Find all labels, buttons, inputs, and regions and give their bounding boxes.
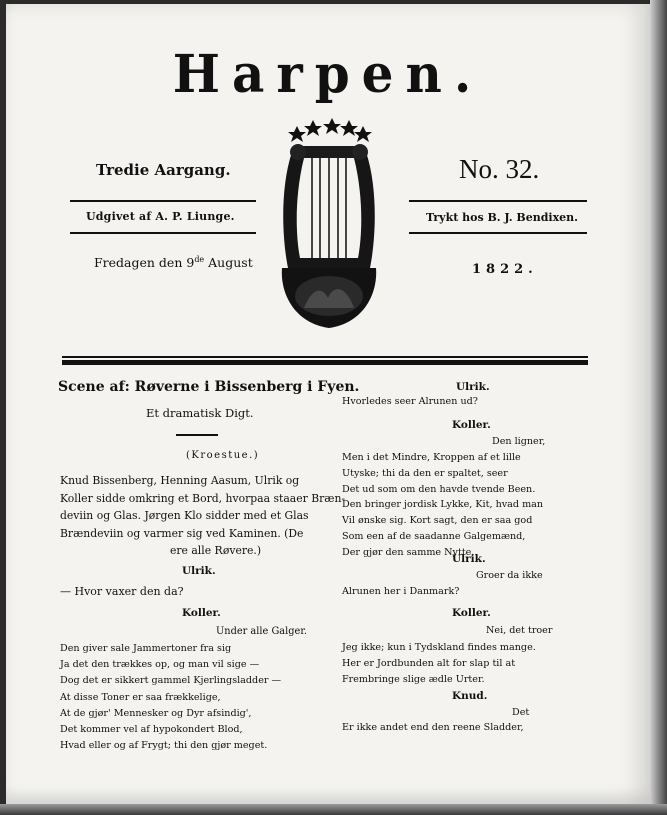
verse-line: At de gjør' Mennesker og Dyr afsindig', <box>60 707 252 719</box>
verse-line: At disse Toner er saa frækkelige, <box>60 691 221 703</box>
speaker-name: Koller. <box>452 419 491 431</box>
speech-line: Alrunen her i Danmark? <box>342 586 460 597</box>
printer-line: Trykt hos B. J. Bendixen. <box>426 211 578 224</box>
stage-aside: Under alle Galger. <box>216 626 308 637</box>
masthead-rule <box>62 356 588 358</box>
divider <box>409 232 587 234</box>
speaker-name: Ulrik. <box>456 381 490 393</box>
page-edge-shadow <box>0 804 667 815</box>
verse-line: Frembringe slige ædle Urter. <box>342 673 485 685</box>
divider <box>70 200 256 202</box>
verse-line: Den bringer jordisk Lykke, Kit, hvad man <box>342 499 544 511</box>
newspaper-page <box>6 4 650 804</box>
speech-line: Det <box>512 707 530 718</box>
verse-line: Hvad eller og af Frygt; thi den gjør meget. <box>60 740 268 752</box>
speaker-name: Ulrik. <box>452 553 486 565</box>
speech-line: Hvorledes seer Alrunen ud? <box>342 396 478 407</box>
verse-line: Utyske; thi da den er spaltet, seer <box>342 467 508 479</box>
scene-subtitle: Et dramatisk Digt. <box>146 406 254 420</box>
verse-line: Men i det Mindre, Kroppen af et lille <box>342 452 521 463</box>
verse-line: Det ud som om den havde tvende Been. <box>342 483 536 495</box>
scene-heading: Scene af: Røverne i Bissenberg i Fyen. <box>58 379 360 395</box>
stage-direction <box>60 472 345 560</box>
speech-line: Er ikke andet end den reene Sladder, <box>342 722 524 733</box>
publisher-line: Udgivet af A. P. Liunge. <box>86 210 235 223</box>
verse-line: Her er Jordbunden alt for slap til at <box>342 657 516 669</box>
speaker-name: Koller. <box>182 607 221 619</box>
stage-line: deviin og Glas. Jørgen Klo sidder med et Glas <box>60 509 309 522</box>
speech-line: Den ligner, <box>492 436 546 447</box>
speaker-name: Koller. <box>452 607 491 619</box>
verse-line: Vil ønske sig. Kort sagt, den er saa god <box>342 515 533 527</box>
verse-block <box>342 640 536 687</box>
divider <box>70 232 256 234</box>
divider <box>176 434 218 436</box>
speaker-name: Knud. <box>452 690 488 702</box>
verse-line: Der gjør den samme Nytte. <box>342 546 475 558</box>
verse-line: Som een af de saadanne Galgemænd, <box>342 530 526 542</box>
scene-place: (Kroestue.) <box>186 450 260 461</box>
stage-line: Koller sidde omkring et Bord, hvorpaa staaer Bræn- <box>60 491 346 505</box>
page-edge-shadow <box>650 0 667 815</box>
verse-line: Dog det er sikkert gammel Kjerlingsladder — <box>60 675 282 687</box>
speech-line: Groer da ikke <box>476 570 543 581</box>
speech-line: — Hvor vaxer den da? <box>60 585 184 598</box>
verse-block <box>342 450 543 561</box>
stage-line: Knud Bissenberg, Henning Aasum, Ulrik og <box>60 474 300 487</box>
masthead-title: Harpen. <box>172 42 484 105</box>
speech-line: Nei, det troer <box>486 625 553 636</box>
issue-year: 1822. <box>472 262 538 277</box>
verse-line: Jeg ikke; kun i Tydskland findes mange. <box>342 642 536 653</box>
lyre-emblem-icon <box>274 118 384 332</box>
volume-label: Tredie Aargang. <box>96 161 231 179</box>
masthead-rule-thick <box>62 360 588 365</box>
verse-block <box>60 641 281 754</box>
divider <box>409 200 587 202</box>
stage-line: ere alle Røvere.) <box>170 544 262 557</box>
issue-number: No. 32. <box>459 154 540 184</box>
verse-line: Det kommer vel af hypokondert Blod, <box>60 724 243 736</box>
speaker-name: Ulrik. <box>182 565 216 577</box>
verse-line: Ja det den trækkes op, og man vil sige — <box>60 659 260 671</box>
verse-line: Den giver sale Jammertoner fra sig <box>60 643 232 654</box>
issue-date: Fredagen den 9de August <box>94 255 253 271</box>
stage-line: Brændeviin og varmer sig ved Kaminen. (De <box>60 526 304 540</box>
